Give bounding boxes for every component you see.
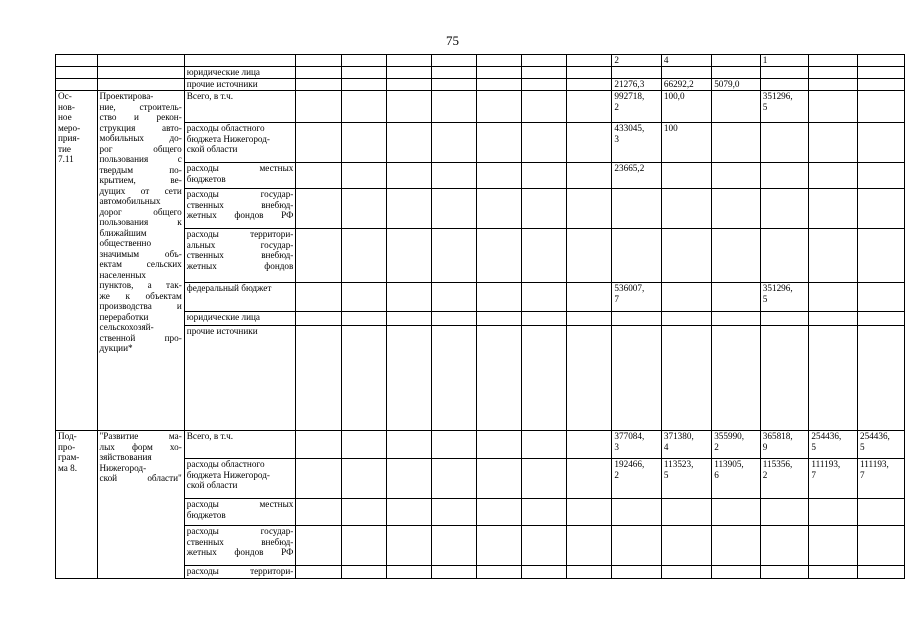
value-cell [432,326,477,431]
value-cell: 377084, 3 [612,431,661,459]
value-cell [296,55,342,67]
value-cell: 355990, 2 [712,431,761,459]
value-cell: 66292,2 [661,79,711,91]
funding-source-cell [184,55,296,67]
value-cell [522,566,567,579]
value-cell [522,283,567,312]
value-cell [342,55,387,67]
value-cell: 115356, 2 [760,459,809,499]
value-cell [296,67,342,79]
value-cell [567,566,612,579]
value-cell [661,499,711,526]
value-cell [809,526,858,566]
value-cell [809,189,858,229]
section-code-cell: Ос- нов- ное меро- прия- тие 7.11 [56,91,98,431]
value-cell [342,189,387,229]
value-cell [342,326,387,431]
value-cell [477,163,522,189]
page-number: 75 [446,33,459,48]
value-cell [387,229,432,283]
value-cell: 433045, 3 [612,123,661,163]
value-cell: 4 [661,55,711,67]
value-cell [760,326,809,431]
value-cell [477,526,522,566]
funding-source-cell: расходы государ- ственных внебюд- жетных фондов РФ [184,189,296,229]
value-cell [612,499,661,526]
value-cell [522,163,567,189]
value-cell [296,499,342,526]
value-cell [809,163,858,189]
value-cell [809,283,858,312]
value-cell [477,312,522,326]
value-cell [387,283,432,312]
value-cell [387,566,432,579]
value-cell [432,312,477,326]
value-cell [522,229,567,283]
value-cell [522,526,567,566]
code-cell [56,67,98,79]
value-cell [612,312,661,326]
value-cell [387,67,432,79]
value-cell [857,229,904,283]
value-cell [387,326,432,431]
value-cell [522,431,567,459]
value-cell [296,326,342,431]
value-cell [712,67,761,79]
value-cell [712,499,761,526]
value-cell [342,431,387,459]
value-cell [477,229,522,283]
value-cell [567,123,612,163]
value-cell [567,67,612,79]
value-cell [567,499,612,526]
value-cell [567,431,612,459]
value-cell [432,566,477,579]
value-cell [567,526,612,566]
value-cell [296,229,342,283]
table-row [56,67,905,79]
value-cell [477,123,522,163]
funding-source-cell: прочие источники [184,79,296,91]
value-cell [342,312,387,326]
value-cell [661,566,711,579]
value-cell [760,189,809,229]
value-cell [809,123,858,163]
value-cell [809,91,858,123]
value-cell [296,283,342,312]
value-cell [432,431,477,459]
value-cell: 192466, 2 [612,459,661,499]
value-cell [760,499,809,526]
value-cell [857,163,904,189]
value-cell [432,283,477,312]
value-cell [567,163,612,189]
value-cell [567,79,612,91]
value-cell [477,326,522,431]
value-cell [612,326,661,431]
value-cell [760,526,809,566]
value-cell [387,79,432,91]
value-cell: 23665,2 [612,163,661,189]
value-cell [387,123,432,163]
value-cell [857,566,904,579]
value-cell [712,526,761,566]
value-cell [712,91,761,123]
value-cell [342,229,387,283]
value-cell: 5079,0 [712,79,761,91]
value-cell [567,91,612,123]
value-cell [612,229,661,283]
value-cell [712,566,761,579]
value-cell [809,312,858,326]
funding-source-cell: расходы местных бюджетов [184,499,296,526]
value-cell [857,123,904,163]
value-cell [342,566,387,579]
value-cell [809,229,858,283]
value-cell [567,189,612,229]
funding-source-cell: расходы государ- ственных внебюд- жетных фондов РФ [184,526,296,566]
funding-source-cell: расходы местных бюджетов [184,163,296,189]
value-cell [567,312,612,326]
value-cell [477,566,522,579]
value-cell [432,55,477,67]
value-cell [432,163,477,189]
value-cell [712,123,761,163]
value-cell [857,312,904,326]
value-cell [432,499,477,526]
value-cell [342,283,387,312]
value-cell [760,79,809,91]
value-cell [387,163,432,189]
value-cell [387,459,432,499]
table-row [56,79,905,91]
value-cell [342,67,387,79]
value-cell [522,459,567,499]
value-cell [296,79,342,91]
value-cell: 100 [661,123,711,163]
value-cell [296,189,342,229]
value-cell [387,55,432,67]
value-cell [477,67,522,79]
value-cell [809,499,858,526]
value-cell [661,189,711,229]
value-cell [809,326,858,431]
value-cell: 351296, 5 [760,91,809,123]
value-cell [522,189,567,229]
name-cell [97,79,184,91]
value-cell: 111193, 7 [857,459,904,499]
value-cell [522,123,567,163]
value-cell [857,283,904,312]
value-cell [567,229,612,283]
value-cell [857,91,904,123]
value-cell [712,229,761,283]
value-cell [477,431,522,459]
value-cell [612,526,661,566]
value-cell [712,55,761,67]
funding-source-cell: расходы областного бюджета Нижегород- ской области [184,123,296,163]
name-cell [97,67,184,79]
value-cell [342,91,387,123]
value-cell [567,283,612,312]
value-cell [342,499,387,526]
value-cell [809,566,858,579]
value-cell [432,91,477,123]
value-cell [387,526,432,566]
value-cell [522,326,567,431]
value-cell: 992718, 2 [612,91,661,123]
value-cell [387,91,432,123]
value-cell [432,459,477,499]
value-cell [387,312,432,326]
value-cell [857,499,904,526]
funding-source-cell: юридические лица [184,312,296,326]
value-cell: 371380, 4 [661,431,711,459]
table-row [56,55,905,67]
value-cell [296,123,342,163]
value-cell [342,163,387,189]
value-cell [857,55,904,67]
code-cell [56,55,98,67]
value-cell [387,499,432,526]
value-cell: 254436, 5 [857,431,904,459]
value-cell [522,499,567,526]
value-cell [809,79,858,91]
value-cell [661,312,711,326]
table-row [56,431,905,459]
value-cell [342,526,387,566]
value-cell [661,67,711,79]
value-cell [522,55,567,67]
value-cell: 254436, 5 [809,431,858,459]
value-cell [387,431,432,459]
value-cell [612,189,661,229]
value-cell [857,326,904,431]
value-cell [661,326,711,431]
value-cell [760,123,809,163]
name-cell [97,55,184,67]
table-row [56,91,905,123]
value-cell [342,459,387,499]
value-cell [712,189,761,229]
value-cell [712,163,761,189]
value-cell: 2 [612,55,661,67]
value-cell [661,283,711,312]
value-cell [477,283,522,312]
value-cell [296,566,342,579]
value-cell [432,79,477,91]
value-cell [857,189,904,229]
funding-source-cell: Всего, в т.ч. [184,91,296,123]
value-cell [712,283,761,312]
value-cell: 21276,3 [612,79,661,91]
code-cell [56,79,98,91]
value-cell [477,91,522,123]
budget-table [55,54,905,579]
value-cell [522,79,567,91]
value-cell [387,189,432,229]
value-cell [612,566,661,579]
value-cell [296,91,342,123]
value-cell: 351296, 5 [760,283,809,312]
value-cell [432,123,477,163]
value-cell: 113905, 6 [712,459,761,499]
value-cell [432,526,477,566]
value-cell: 100,0 [661,91,711,123]
value-cell [296,431,342,459]
value-cell: 536007, 7 [612,283,661,312]
value-cell [522,67,567,79]
value-cell [342,79,387,91]
value-cell [477,55,522,67]
funding-source-cell: расходы территори- альных государ- ственных внебюд- жетных фондов [184,229,296,283]
value-cell [809,67,858,79]
funding-source-cell: Всего, в т.ч. [184,431,296,459]
value-cell [432,67,477,79]
value-cell [857,526,904,566]
value-cell [760,566,809,579]
value-cell [567,459,612,499]
value-cell [522,312,567,326]
value-cell [296,459,342,499]
funding-source-cell: юридические лица [184,67,296,79]
value-cell [661,526,711,566]
value-cell [296,163,342,189]
value-cell [712,326,761,431]
value-cell [760,67,809,79]
value-cell [477,459,522,499]
value-cell [857,67,904,79]
value-cell: 111193, 7 [809,459,858,499]
value-cell [522,91,567,123]
value-cell [477,79,522,91]
funding-source-cell: федеральный бюджет [184,283,296,312]
value-cell [477,499,522,526]
section-name-cell: "Развитие ма- лых форм хо- зяйствования Нижегород- ской области" [97,431,184,579]
section-code-cell: Под- про- грам- ма 8. [56,431,98,579]
value-cell [432,229,477,283]
value-cell [857,79,904,91]
section-name-cell: Проектирова- ние, строитель- ство и рекон- струкция авто- мобильных до- рог общего пользования с твердым по- крытием, ве- дущих от сети автомобильных дорог общего пользования к ближайшим общественно значимым объ- ектам сельских населенных пунктов, а так- же к объектам производства и переработки сельскохозяй- ственной про- дукции* [97,91,184,431]
value-cell [477,189,522,229]
value-cell [342,123,387,163]
value-cell: 1 [760,55,809,67]
value-cell [760,229,809,283]
value-cell [661,229,711,283]
funding-source-cell: расходы территори- [184,566,296,579]
value-cell [809,55,858,67]
budget-table-body [56,55,905,579]
value-cell [296,312,342,326]
value-cell [432,189,477,229]
value-cell [661,163,711,189]
value-cell [567,55,612,67]
value-cell: 365818, 9 [760,431,809,459]
value-cell [760,312,809,326]
funding-source-cell: расходы областного бюджета Нижегород- ской области [184,459,296,499]
value-cell [612,67,661,79]
funding-source-cell: прочие источники [184,326,296,431]
value-cell [712,312,761,326]
value-cell [567,326,612,431]
value-cell [760,163,809,189]
value-cell [296,526,342,566]
value-cell: 113523, 5 [661,459,711,499]
